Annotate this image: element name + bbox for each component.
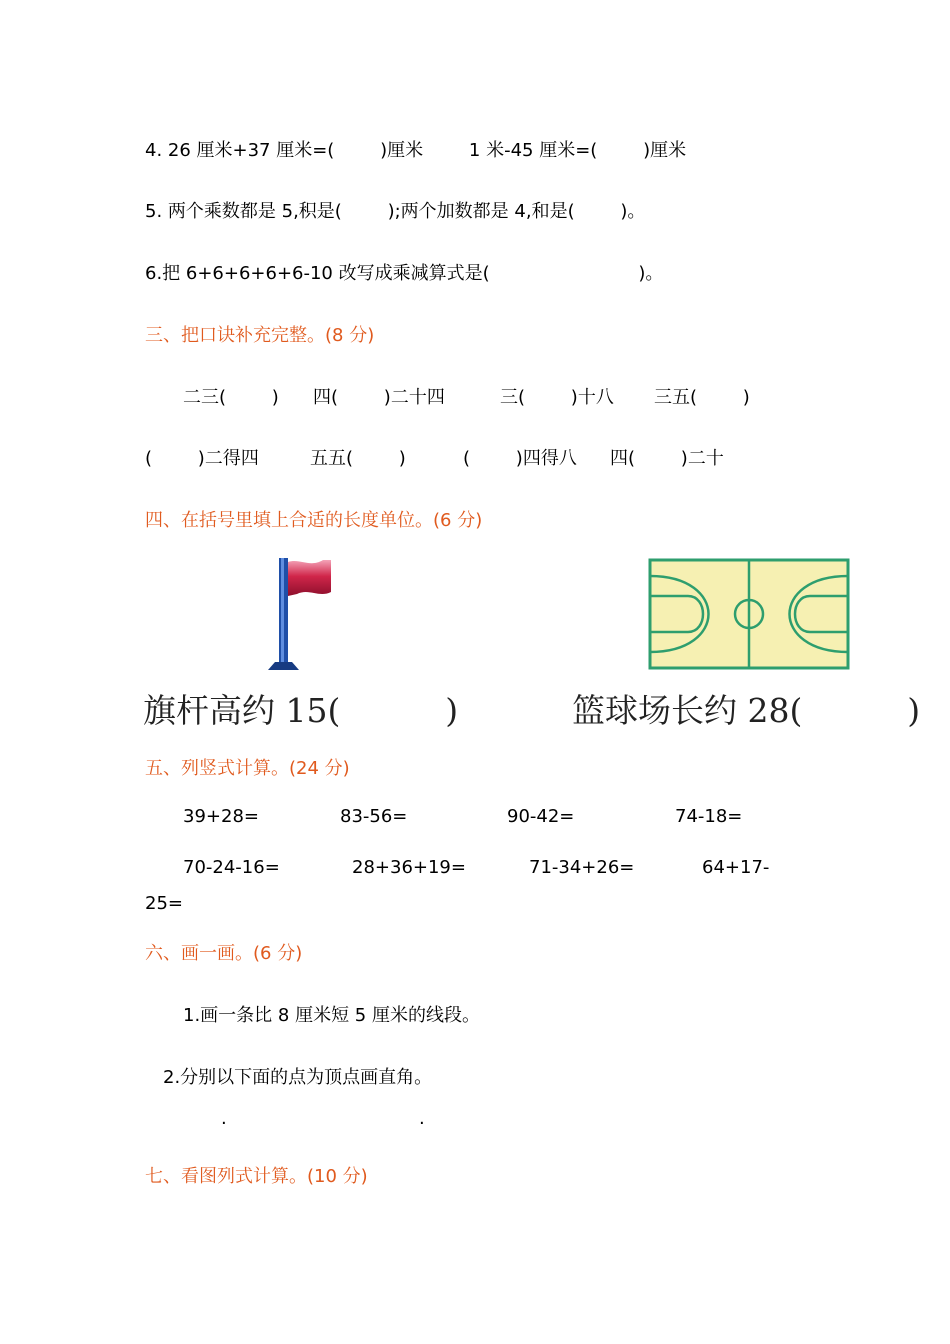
calc-item: 83-56= xyxy=(340,806,408,827)
calc-item: 39+28= xyxy=(183,806,259,827)
calc-item-wrap: 25= xyxy=(145,893,183,914)
question-5: 5. 两个乘数都是 5,积是( );两个加数都是 4,和是( )。 xyxy=(145,201,646,222)
calc-item: 90-42= xyxy=(507,806,575,827)
vertex-dot: . xyxy=(419,1108,425,1129)
rhyme-item: 三五( ) xyxy=(654,387,750,408)
section-4-title: 四、在括号里填上合适的长度单位。(6 分) xyxy=(145,510,483,531)
flagpole-caption: 旗杆高约 15( ) xyxy=(143,691,459,730)
rhyme-item: 二三( ) xyxy=(183,387,279,408)
question-6: 6.把 6+6+6+6+6-10 改写成乘减算式是( )。 xyxy=(145,263,664,284)
section-7-title: 七、看图列式计算。(10 分) xyxy=(145,1166,368,1187)
flagpole-illustration xyxy=(265,556,337,674)
draw-item-1: 1.画一条比 8 厘米短 5 厘米的线段。 xyxy=(183,1005,480,1026)
calc-item: 74-18= xyxy=(675,806,743,827)
vertex-dot: . xyxy=(221,1108,227,1129)
section-5-title: 五、列竖式计算。(24 分) xyxy=(145,758,350,779)
rhyme-item: 四( )二十四 xyxy=(313,387,445,408)
rhyme-item: 四( )二十 xyxy=(610,448,724,469)
rhyme-item: 五五( ) xyxy=(310,448,406,469)
basketball-court-illustration xyxy=(648,558,850,670)
question-4: 4. 26 厘米+37 厘米=( )厘米 1 米-45 厘米=( )厘米 xyxy=(145,140,687,161)
rhyme-item: 三( )十八 xyxy=(500,387,614,408)
calc-item: 70-24-16= xyxy=(183,857,280,878)
calc-item: 64+17- xyxy=(702,857,770,878)
section-6-title: 六、画一画。(6 分) xyxy=(145,943,303,964)
rhyme-item: ( )二得四 xyxy=(145,448,259,469)
court-caption: 篮球场长约 28( ) xyxy=(572,691,921,730)
draw-item-2: 2.分别以下面的点为顶点画直角。 xyxy=(163,1067,433,1088)
rhyme-item: ( )四得八 xyxy=(463,448,577,469)
calc-item: 71-34+26= xyxy=(529,857,635,878)
section-3-title: 三、把口诀补充完整。(8 分) xyxy=(145,325,375,346)
calc-item: 28+36+19= xyxy=(352,857,466,878)
